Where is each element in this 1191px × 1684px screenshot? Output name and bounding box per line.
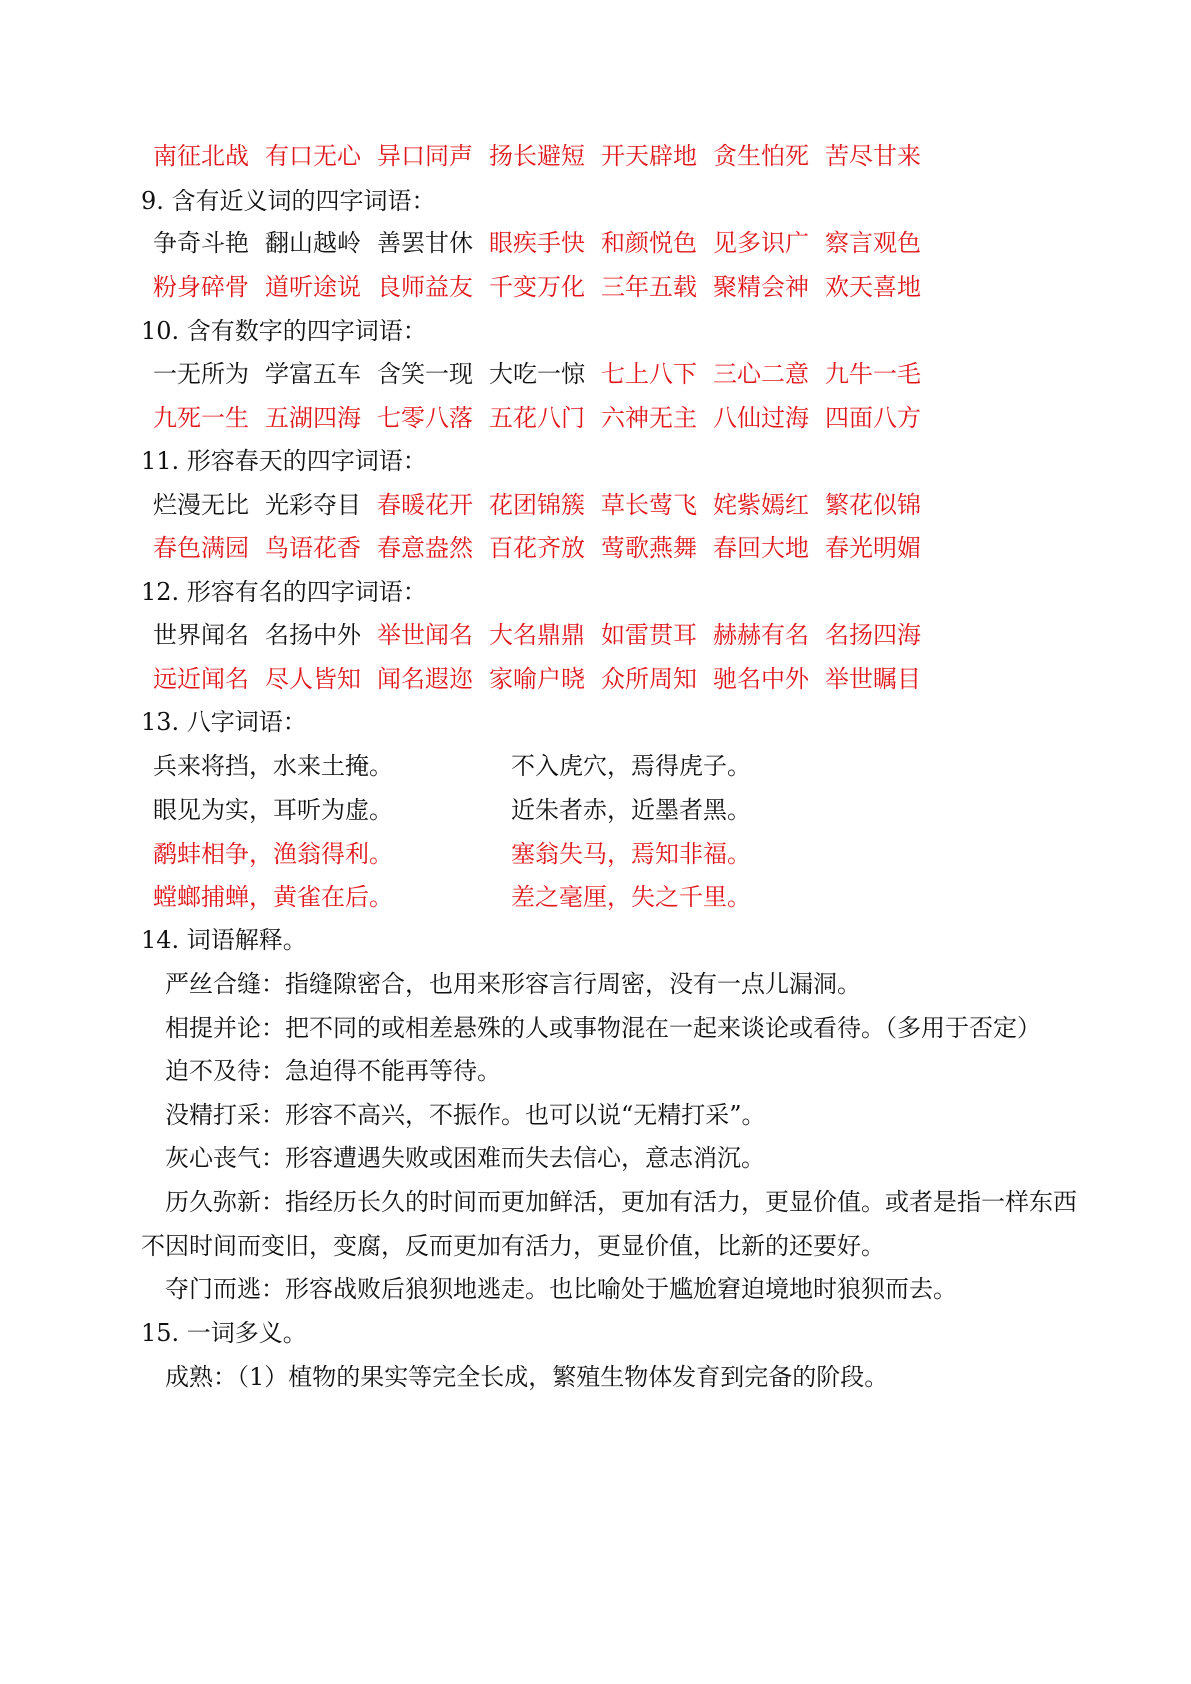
idiom-word: 九牛一毛 [825, 360, 921, 388]
idiom-word: 花团锦簇 [489, 491, 585, 519]
idiom-word: 春意盎然 [377, 534, 473, 562]
idiom-word: 大吃一惊 [489, 360, 585, 388]
idiom-word: 学富五车 [265, 360, 361, 388]
idiom-word: 赫赫有名 [713, 621, 809, 649]
idiom-word: 驰名中外 [713, 665, 809, 693]
idiom-word: 百花齐放 [489, 534, 585, 562]
idiom-word: 扬长避短 [489, 142, 585, 170]
idiom-word: 欢天喜地 [825, 273, 921, 301]
idiom-word: 贪生怕死 [713, 142, 809, 170]
idiom-word: 察言观色 [825, 229, 921, 257]
idiom-word: 举世瞩目 [825, 665, 921, 693]
idiom-word: 含笑一现 [377, 360, 473, 388]
idiom-word: 五湖四海 [265, 404, 361, 432]
idiom-word: 道听途说 [265, 273, 361, 301]
section-heading-15: 15. 一词多义。 [141, 1319, 307, 1347]
definition-line: 没精打采：形容不高兴，不振作。也可以说“无精打采”。 [165, 1101, 766, 1129]
idiom-word: 争奇斗艳 [153, 229, 249, 257]
idiom-word: 三年五载 [601, 273, 697, 301]
idiom-word: 闻名遐迩 [377, 665, 473, 693]
proverb: 眼见为实，耳听为虚。 [153, 796, 393, 824]
idiom-word: 姹紫嫣红 [713, 491, 809, 519]
idiom-word: 尽人皆知 [265, 665, 361, 693]
idiom-word: 名扬四海 [825, 621, 921, 649]
idiom-word: 春暖花开 [377, 491, 473, 519]
idiom-word: 和颜悦色 [601, 229, 697, 257]
idiom-word: 苦尽甘来 [825, 142, 921, 170]
idiom-word: 七上八下 [601, 360, 697, 388]
idiom-word: 春光明媚 [825, 534, 921, 562]
definition-line: 历久弥新：指经历长久的时间而更加鲜活，更加有活力，更显价值。或者是指一样东西 [165, 1188, 1077, 1216]
idiom-word: 八仙过海 [713, 404, 809, 432]
idiom-word: 开天辟地 [601, 142, 697, 170]
idiom-word: 鸟语花香 [265, 534, 361, 562]
definition-line-continued: 不因时间而变旧，变腐，反而更加有活力，更显价值，比新的还要好。 [141, 1232, 885, 1260]
definition-line: 夺门而逃：形容战败后狼狈地逃走。也比喻处于尴尬窘迫境地时狼狈而去。 [165, 1275, 957, 1303]
proverb: 差之毫厘，失之千里。 [511, 883, 751, 911]
proverb: 不入虎穴，焉得虎子。 [511, 752, 751, 780]
idiom-word: 远近闻名 [153, 665, 249, 693]
idiom-word: 粉身碎骨 [153, 273, 249, 301]
section-heading-12: 12. 形容有名的四字词语： [141, 578, 427, 606]
section-heading-11: 11. 形容春天的四字词语： [141, 447, 427, 475]
idiom-word: 光彩夺目 [265, 491, 361, 519]
definition-line: 迫不及待：急迫得不能再等待。 [165, 1057, 501, 1085]
idiom-word: 九死一生 [153, 404, 249, 432]
idiom-word: 善罢甘休 [377, 229, 473, 257]
idiom-word: 六神无主 [601, 404, 697, 432]
idiom-word: 千变万化 [489, 273, 585, 301]
idiom-word: 翻山越岭 [265, 229, 361, 257]
idiom-word: 异口同声 [377, 142, 473, 170]
idiom-word: 五花八门 [489, 404, 585, 432]
idiom-word: 春回大地 [713, 534, 809, 562]
idiom-word: 莺歌燕舞 [601, 534, 697, 562]
idiom-word: 聚精会神 [713, 273, 809, 301]
idiom-word: 三心二意 [713, 360, 809, 388]
idiom-word: 繁花似锦 [825, 491, 921, 519]
idiom-word: 春色满园 [153, 534, 249, 562]
idiom-word: 眼疾手快 [489, 229, 585, 257]
idiom-word: 大名鼎鼎 [489, 621, 585, 649]
definition-line: 成熟：（1）植物的果实等完全长成，繁殖生物体发育到完备的阶段。 [165, 1363, 889, 1391]
idiom-word: 七零八落 [377, 404, 473, 432]
proverb: 兵来将挡，水来土掩。 [153, 752, 393, 780]
definition-line: 灰心丧气：形容遭遇失败或困难而失去信心，意志消沉。 [165, 1144, 765, 1172]
proverb: 鹬蚌相争，渔翁得利。 [153, 840, 393, 868]
idiom-word: 举世闻名 [377, 621, 473, 649]
idiom-word: 四面八方 [825, 404, 921, 432]
section-heading-10: 10. 含有数字的四字词语： [141, 317, 427, 345]
idiom-word: 如雷贯耳 [601, 621, 697, 649]
proverb: 塞翁失马，焉知非福。 [511, 840, 751, 868]
proverb: 螳螂捕蝉，黄雀在后。 [153, 883, 393, 911]
section-heading-9: 9. 含有近义词的四字词语： [141, 187, 436, 215]
idiom-word: 有口无心 [265, 142, 361, 170]
idiom-word: 草长莺飞 [601, 491, 697, 519]
definition-line: 严丝合缝：指缝隙密合，也用来形容言行周密，没有一点儿漏洞。 [165, 970, 861, 998]
idiom-word: 名扬中外 [265, 621, 361, 649]
section-heading-13: 13. 八字词语： [141, 708, 307, 736]
proverb: 近朱者赤，近墨者黑。 [511, 796, 751, 824]
idiom-word: 见多识广 [713, 229, 809, 257]
idiom-word: 一无所为 [153, 360, 249, 388]
idiom-word: 南征北战 [153, 142, 249, 170]
idiom-word: 良师益友 [377, 273, 473, 301]
idiom-word: 世界闻名 [153, 621, 249, 649]
section-heading-14: 14. 词语解释。 [141, 926, 307, 954]
idiom-word: 家喻户晓 [489, 665, 585, 693]
idiom-word: 烂漫无比 [153, 491, 249, 519]
idiom-word: 众所周知 [601, 665, 697, 693]
definition-line: 相提并论：把不同的或相差悬殊的人或事物混在一起来谈论或看待。（多用于否定） [165, 1014, 1041, 1042]
